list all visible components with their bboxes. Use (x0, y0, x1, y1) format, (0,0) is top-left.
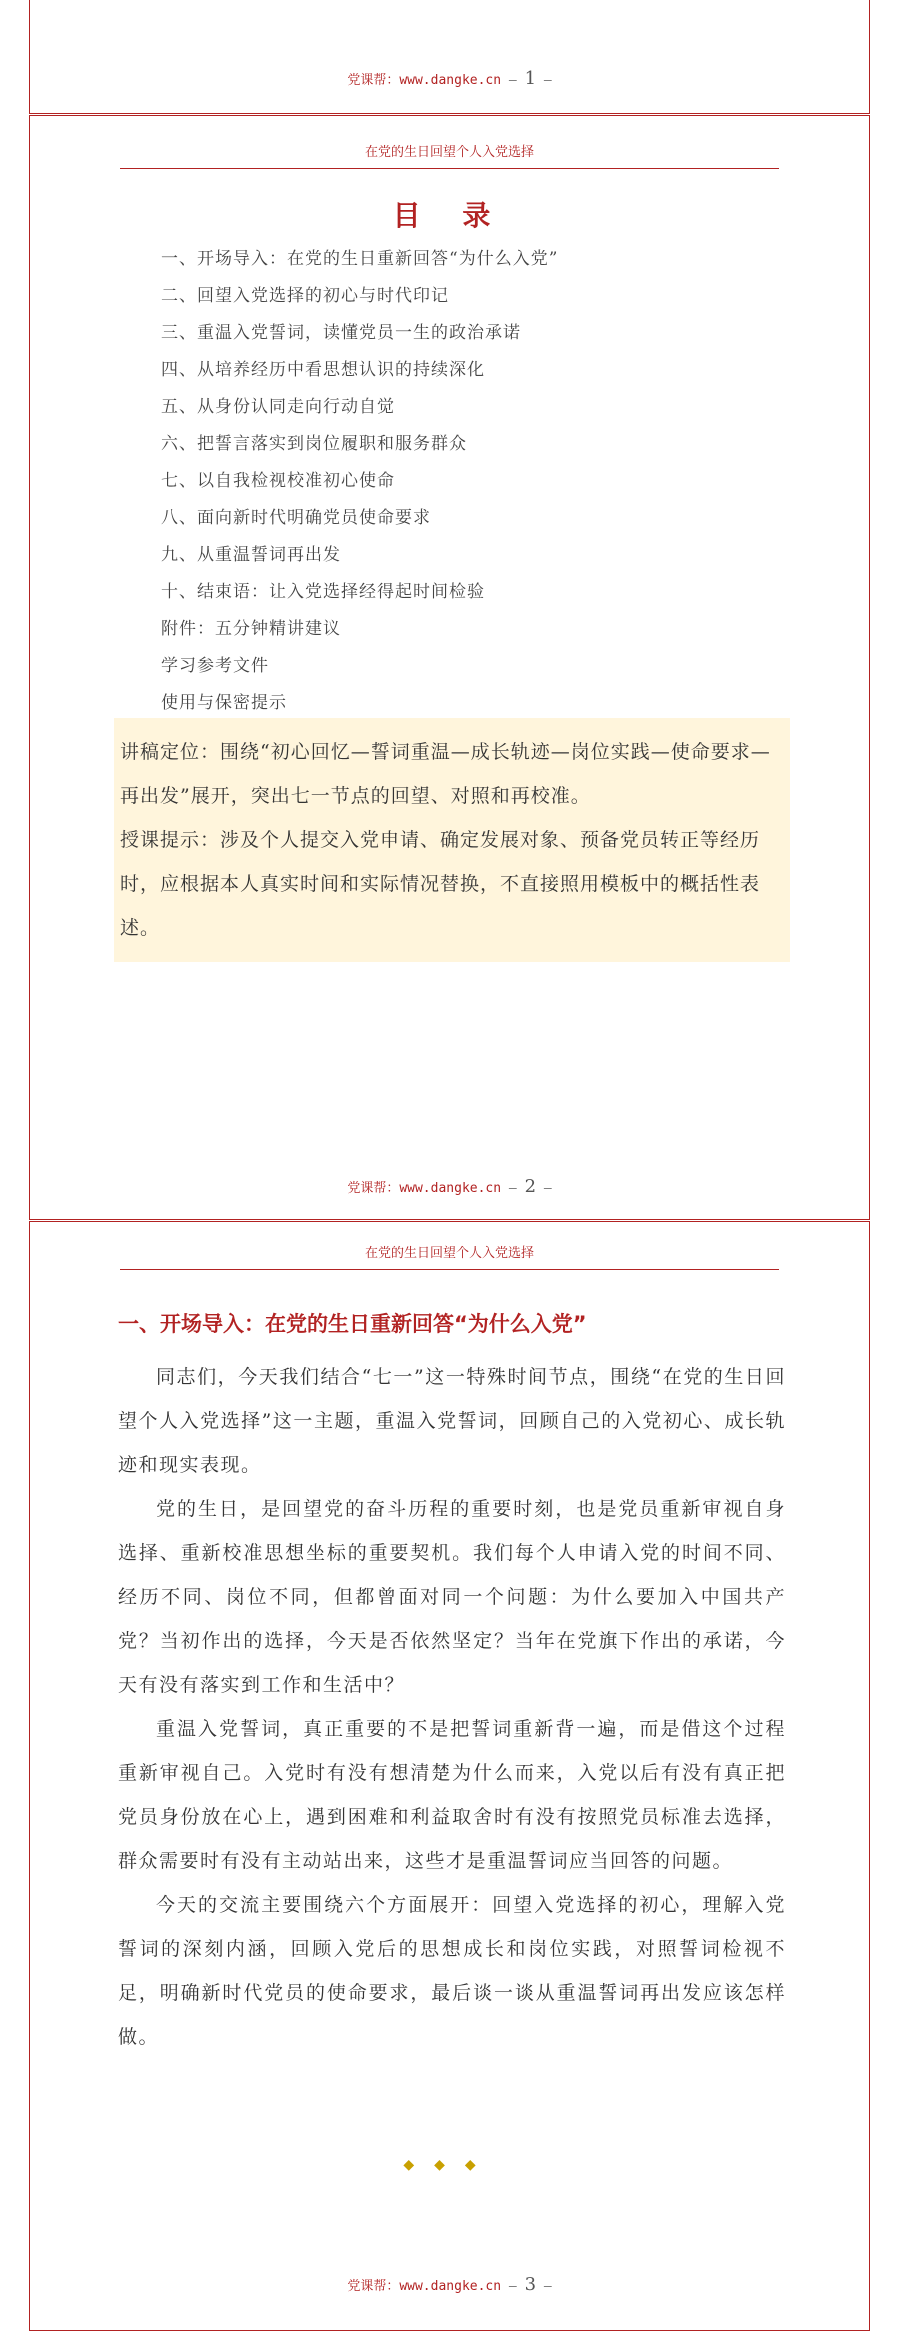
toc-item[interactable]: 十、结束语：让入党选择经得起时间检验 (161, 582, 485, 602)
page-3 (29, 1221, 870, 2331)
paragraph: 党的生日，是回望党的奋斗历程的重要时刻，也是党员重新审视自身选择、重新校准思想坐标的重要契机。我们每个人申请入党的时间不同、经历不同、岗位不同，但都曾面对同一个问题：为什么要加入中国共产党？当初作出的选择，今天是否依然坚定？当年在党旗下作出的承诺，今天有没有落实到工作和生活中？ (118, 1498, 786, 1696)
footer-site: 党课帮：www.dangke.cn (347, 2279, 502, 2294)
toc-item[interactable]: 二、回望入党选择的初心与时代印记 (161, 286, 449, 306)
paragraph: 重温入党誓词，真正重要的不是把誓词重新背一遍，而是借这个过程重新审视自己。入党时有没有想清楚为什么而来，入党以后有没有真正把党员身份放在心上，遇到困难和利益取舍时有没有按照党员标准去选择，群众需要时有没有主动站出来，这些才是重温誓词应当回答的问题。 (118, 1718, 786, 1872)
page-1 (29, 0, 870, 114)
footer-site: 党课帮：www.dangke.cn (347, 1181, 502, 1196)
ornament-diamonds: ◆◆◆ (403, 2157, 496, 2173)
page-footer: 党课帮：www.dangke.cn — 1 — (347, 68, 552, 89)
toc-list (161, 241, 769, 722)
toc-item[interactable]: 使用与保密提示 (161, 693, 287, 713)
toc-item[interactable]: 六、把誓言落实到岗位履职和服务群众 (161, 434, 467, 454)
section-body (118, 1355, 786, 2059)
toc-item[interactable]: 学习参考文件 (161, 656, 269, 676)
toc-item[interactable]: 七、以自我检视校准初心使命 (161, 471, 395, 491)
note-hint: 授课提示：涉及个人提交入党申请、确定发展对象、预备党员转正等经历时，应根据本人真实时间和实际情况替换，不直接照用模板中的概括性表述。 (120, 829, 761, 939)
paragraph: 同志们，今天我们结合“七一”这一特殊时间节点，围绕“在党的生日回望个人入党选择”这一主题，重温入党誓词，回顾自己的入党初心、成长轨迹和现实表现。 (118, 1366, 786, 1476)
note-positioning: 讲稿定位：围绕“初心回忆—誓词重温—成长轨迹—岗位实践—使命要求—再出发”展开，突出七一节点的回望、对照和再校准。 (120, 741, 771, 807)
running-head: 在党的生日回望个人入党选择 (120, 141, 779, 169)
toc-item[interactable]: 附件：五分钟精讲建议 (161, 619, 341, 639)
page-number: 3 (524, 2274, 537, 2295)
section-title: 一、开场导入：在党的生日重新回答“为什么入党” (118, 1312, 587, 1336)
lecture-note-box (114, 718, 790, 962)
toc-item[interactable]: 八、面向新时代明确党员使命要求 (161, 508, 431, 528)
page-number: 1 (524, 68, 537, 89)
running-head: 在党的生日回望个人入党选择 (120, 1242, 779, 1270)
toc-item[interactable]: 九、从重温誓词再出发 (161, 545, 341, 565)
page-number: 2 (524, 1176, 537, 1197)
toc-item[interactable]: 四、从培养经历中看思想认识的持续深化 (161, 360, 485, 380)
page-footer: 党课帮：www.dangke.cn — 3 — (347, 2274, 552, 2295)
toc-title: 目 录 (392, 199, 507, 232)
page-2 (29, 115, 870, 1220)
footer-site: 党课帮：www.dangke.cn (347, 73, 502, 88)
toc-item[interactable]: 三、重温入党誓词，读懂党员一生的政治承诺 (161, 323, 521, 343)
paragraph: 今天的交流主要围绕六个方面展开：回望入党选择的初心，理解入党誓词的深刻内涵，回顾入党后的思想成长和岗位实践，对照誓词检视不足，明确新时代党员的使命要求，最后谈一谈从重温誓词再出发应该怎样做。 (118, 1894, 786, 2048)
page-footer: 党课帮：www.dangke.cn — 2 — (347, 1176, 552, 1197)
toc-item[interactable]: 一、开场导入：在党的生日重新回答“为什么入党” (161, 249, 559, 269)
toc-item[interactable]: 五、从身份认同走向行动自觉 (161, 397, 395, 417)
